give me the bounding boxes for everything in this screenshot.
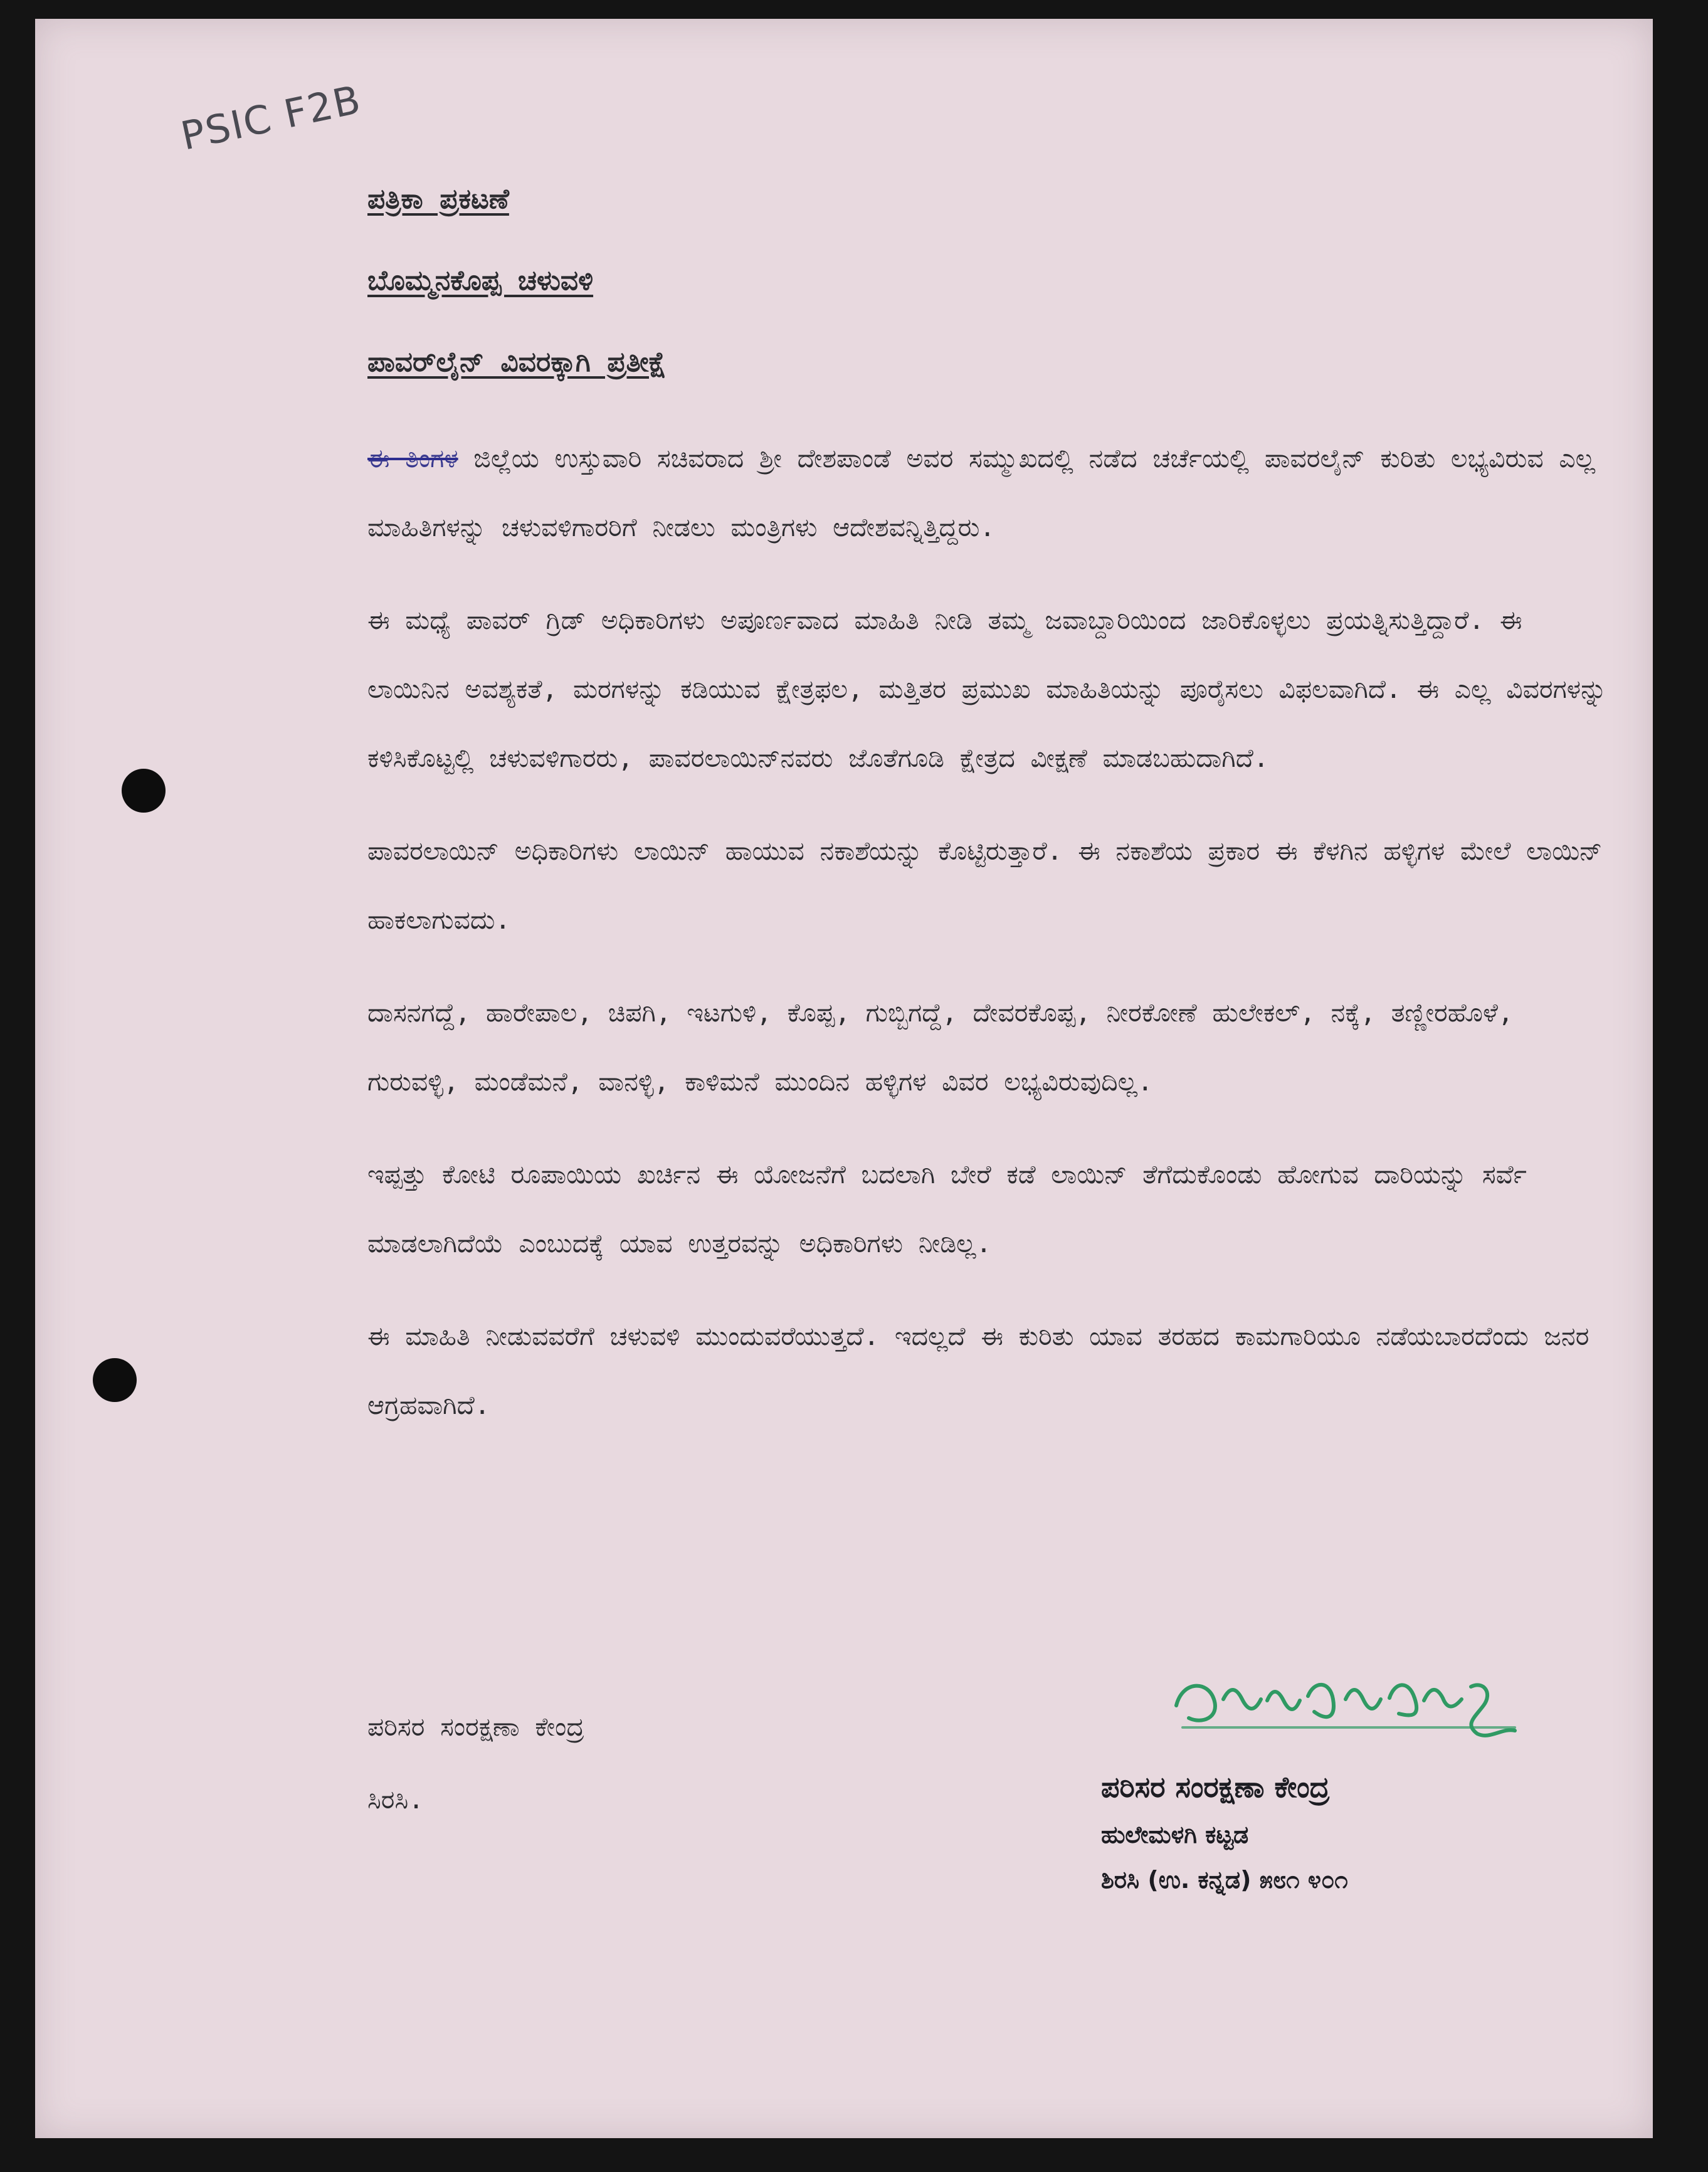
- heading-powerline: ಪಾವರ್‌ಲೈನ್ ವಿವರಕ್ಕಾಗಿ ಪ್ರತೀಕ್ಷೆ: [367, 346, 667, 378]
- margin-note: PSIC F2B: [177, 76, 366, 159]
- footer-org: ಪರಿಸರ ಸಂರಕ್ಷಣಾ ಕೇಂದ್ರ: [367, 1712, 584, 1742]
- stamp-building: ಹುಲೇಮಳಗಿ ಕಟ್ಟಡ: [1101, 1821, 1249, 1848]
- handwritten-signature: [1164, 1662, 1527, 1743]
- footer-place: ಸಿರಸಿ.: [367, 1785, 424, 1815]
- heading-movement: ಬೊಮ್ಮನಕೊಪ್ಪ ಚಳುವಳಿ: [367, 265, 594, 297]
- signature-drawing: [1164, 1662, 1527, 1743]
- stamp-org: ಪರಿಸರ ಸಂರಕ್ಷಣಾ ಕೇಂದ್ರ: [1101, 1770, 1330, 1804]
- organization-stamp: [1101, 1762, 1348, 1902]
- punch-hole-top: [122, 769, 166, 813]
- paragraph-2: ಈ ಮಧ್ಯೆ ಪಾವರ್ ಗ್ರಿಡ್ ಅಧಿಕಾರಿಗಳು ಅಪೂರ್ಣವಾದ ಮಾಹಿತಿ ನೀಡಿ ತಮ್ಮ ಜವಾಬ್ದಾರಿಯಿಂದ ಜಾರಿಕೊಳ್ಳಲು ಪ್ರಯತ್ನಿಸುತ್ತಿದ್ದಾರೆ. ಈ ಲಾಯಿನಿನ ಅವಶ್ಯಕತೆ, ಮರಗಳನ್ನು ಕಡಿಯುವ ಕ್ಷೇತ್ರಫಲ, ಮತ್ತಿತರ ಪ್ರಮುಖ ಮಾಹಿತಿಯನ್ನು ಪೂರೈಸಲು ವಿಫಲವಾಗಿದೆ. ಈ ಎಲ್ಲ ವಿವರಗಳನ್ನು ಕಳಿಸಿಕೊಟ್ಟಲ್ಲಿ ಚಳುವಳಿಗಾರರು, ಪಾವರಲಾಯಿನ್‌ನವರು ಜೊತೆಗೂಡಿ ಕ್ಷೇತ್ರದ ವೀಕ್ಷಣೆ ಮಾಡಬಹುದಾಗಿದೆ.: [367, 605, 1607, 773]
- heading-press-release: ಪತ್ರಿಕಾ ಪ್ರಕಟಣೆ: [367, 183, 509, 215]
- paragraph-text: ಜಿಲ್ಲೆಯ ಉಸ್ತುವಾರಿ ಸಚಿವರಾದ ಶ್ರೀ ದೇಶಪಾಂಡೆ ಅವರ ಸಮ್ಮುಖದಲ್ಲಿ ನಡೆದ ಚರ್ಚೆಯಲ್ಲಿ ಪಾವರಲೈನ್ ಕುರಿತು ಲಭ್ಯವಿರುವ ಎಲ್ಲ ಮಾಹಿತಿಗಳನ್ನು ಚಳುವಳಿಗಾರರಿಗೆ ನೀಡಲು ಮಂತ್ರಿಗಳು ಆದೇಶವನ್ನಿತ್ತಿದ್ದರು.: [367, 443, 1596, 542]
- paragraph-1: [367, 424, 1609, 562]
- punch-hole-bottom: [93, 1358, 137, 1402]
- struck-text: ಈ ತಿಂಗಳ: [367, 443, 458, 473]
- paragraph-4: ಇಪ್ಪತ್ತು ಕೋಟಿ ರೂಪಾಯಿಯ ಖರ್ಚಿನ ಈ ಯೋಜನೆಗೆ ಬದಲಾಗಿ ಬೇರೆ ಕಡೆ ಲಾಯಿನ್ ತೆಗೆದುಕೊಂಡು ಹೋಗುವ ದಾರಿಯನ್ನು ಸರ್ವೆ ಮಾಡಲಾಗಿದೆಯೆ ಎಂಬುದಕ್ಕೆ ಯಾವ ಉತ್ತರವನ್ನು ಅಧಿಕಾರಿಗಳು ನೀಡಿಲ್ಲ.: [367, 1159, 1527, 1258]
- paragraph-5: ಈ ಮಾಹಿತಿ ನೀಡುವವರೆಗೆ ಚಳುವಳಿ ಮುಂದುವರೆಯುತ್ತದೆ. ಇದಲ್ಲದೆ ಈ ಕುರಿತು ಯಾವ ತರಹದ ಕಾಮಗಾರಿಯೂ ನಡೆಯಬಾರದೆಂದು ಜನರ ಆಗ್ರಹವಾಗಿದೆ.: [367, 1321, 1589, 1420]
- paragraph-villages: ದಾಸನಗದ್ದೆ, ಹಾರೇಪಾಲ, ಚಿಪಗಿ, ಇಟಗುಳಿ, ಕೊಪ್ಪ, ಗುಬ್ಬಿಗದ್ದೆ, ದೇವರಕೊಪ್ಪ, ನೀರಕೋಣೆ ಹುಲೇಕಲ್, ನಕ್ಕೆ, ತಣ್ಣೀರಹೊಳೆ, ಗುರುವಳ್ಳಿ, ಮಂಡೆಮನೆ, ವಾನಳ್ಳಿ, ಕಾಳಿಮನೆ ಮುಂದಿನ ಹಳ್ಳಿಗಳ ವಿವರ ಲಭ್ಯವಿರುವುದಿಲ್ಲ.: [367, 998, 1514, 1097]
- letter-body: [367, 424, 1609, 1463]
- stamp-address: ಶಿರಸಿ (ಉ. ಕನ್ನಡ) ೫೮೧ ೪೦೧: [1101, 1866, 1348, 1894]
- document-sheet: [35, 19, 1653, 2138]
- paragraph-3: ಪಾವರಲಾಯಿನ್ ಅಧಿಕಾರಿಗಳು ಲಾಯಿನ್ ಹಾಯುವ ನಕಾಶೆಯನ್ನು ಕೊಟ್ಟಿರುತ್ತಾರೆ. ಈ ನಕಾಶೆಯ ಪ್ರಕಾರ ಈ ಕೆಳಗಿನ ಹಳ್ಳಿಗಳ ಮೇಲೆ ಲಾಯಿನ್ ಹಾಕಲಾಗುವದು.: [367, 836, 1603, 935]
